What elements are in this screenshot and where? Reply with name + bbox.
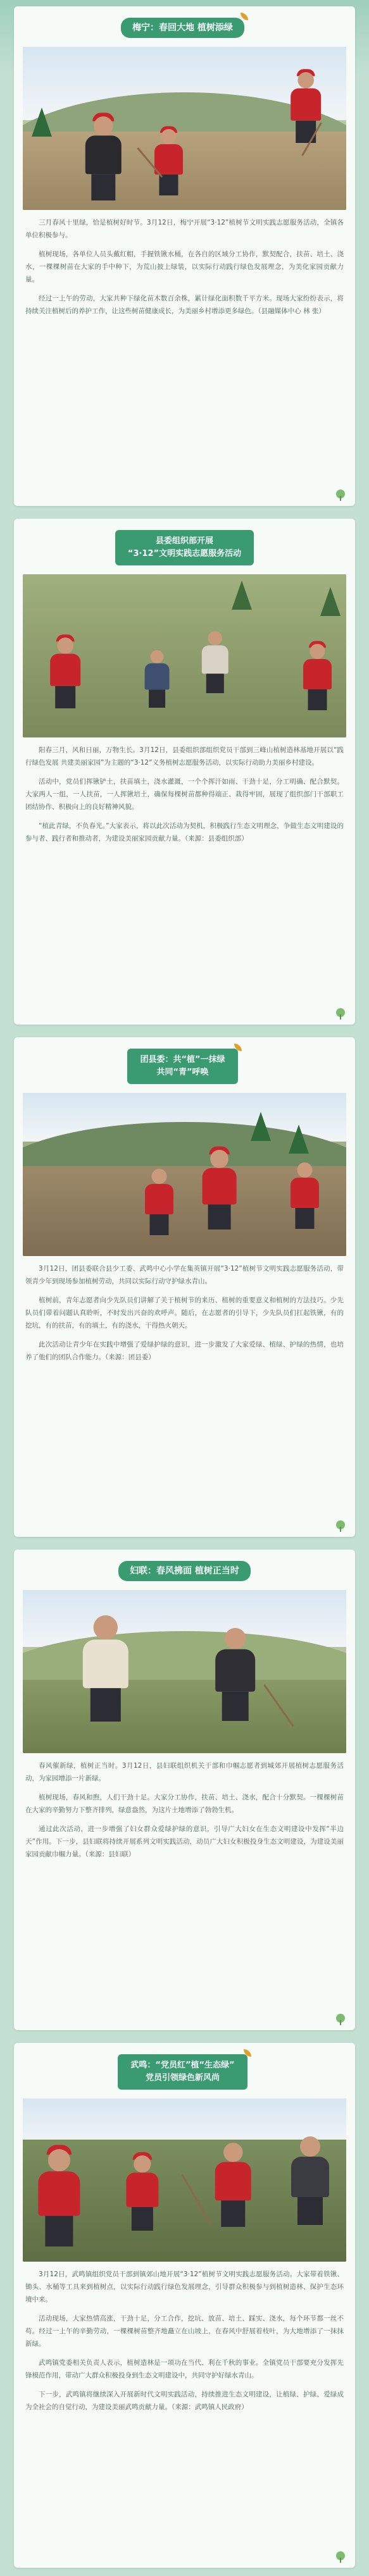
photo-volunteers-planting	[23, 574, 346, 737]
sprout-icon	[336, 2014, 345, 2023]
sprout-icon	[336, 1520, 345, 1529]
section-title	[115, 530, 254, 565]
paragraph: 活动现场，大家热情高涨，干劲十足，分工合作，挖坑、放苗、培土、踩实、浇水，每个环节都一丝不苟。经过一上午的辛勤劳动，一棵棵树苗整齐地矗立在山坡上，在春风中舒展着枝叶，为大地增添了一抹抹新绿。	[25, 2315, 344, 2348]
sprout-icon	[336, 490, 345, 498]
section-title: 妇联：春风拂面 植树正当时	[118, 1561, 251, 1581]
paragraph: 三月春风十里绿，恰是植树好时节。3月12日，梅宁开展“3·12”植树节文明实践志愿服务活动，全镇各单位积极参与。	[25, 219, 344, 239]
paragraph: 植树现场，各单位人员头戴红帽，手握铁锹水桶，在各自的区域分工协作，默契配合，扶苗、培土、浇水，一棵棵树苗在大家的手中种下，为荒山披上绿装，以实际行动践行绿色发展理念，为美化家园贡献力量。	[25, 250, 344, 283]
section-title-line: 团县委：共“植”一抹绿	[140, 1055, 225, 1064]
section-title	[118, 2054, 247, 2090]
paragraph: 下一步，武鸣镇将继续深入开展新时代文明实践活动，持续推进生态文明建设，让植绿、护绿、爱绿成为全社会的自觉行动，为建设美丽武鸣贡献力量。（来源：武鸣镇人民政府）	[25, 2391, 344, 2411]
section-title: 梅宁：春回大地 植树添绿	[121, 18, 244, 38]
paragraph: 阳春三月，风和日丽，万物生长。3月12日，县委组织部组织党员干部到三峰山植树造林基地开展以“践行绿色发展 共建美丽家园”为主题的“3·12”义务植树志愿服务活动，以实际行动助力美丽乡村建设。	[25, 746, 344, 767]
paragraph: 活动中，党员们挥锹铲土，扶苗填土，浇水灌溉，一个个挥汗如雨、干劲十足，分工明确、配合默契。大家两人一组，一人扶苗，一人挥锹培土，确保每棵树苗都种得端正、栽得牢固，展现了组织部门干部职工团结协作、积极向上的良好精神风貌。	[25, 778, 344, 811]
paragraph: 经过一上午的劳动，大家共种下绿化苗木数百余株，累计绿化面积数千平方米。现场大家纷纷表示，将持续关注植树后的养护工作，让这些树苗健康成长，为美丽乡村增添更多绿色。（县融媒体中心 林 张）	[25, 295, 344, 315]
section-card-2	[14, 519, 355, 1025]
sprout-icon	[336, 1008, 345, 1017]
section-title-line: 共同“青”呼唤	[156, 1068, 209, 1077]
sprout-icon	[336, 2551, 345, 2560]
paragraph: 春风催新绿，植树正当时。3月12日，县妇联组织机关干部和巾帼志愿者到城郊开展植树志愿服务活动，为家园增添一片新绿。	[25, 1762, 344, 1782]
section-card-5	[14, 2043, 355, 2568]
photo-women-volunteers	[23, 1590, 346, 1753]
section-title-line: 武鸣：“党员红”植“生态绿”	[130, 2061, 235, 2070]
section-card-4	[14, 1550, 355, 2030]
photo-tree-planting-hill	[23, 47, 346, 210]
section-title-line: 县委组织部开展	[155, 536, 213, 546]
paragraph: “植此青绿，不负春光。”大家表示，将以此次活动为契机，积极践行生态文明理念，争做生态文明建设的参与者、践行者和推动者，为建设美丽家园贡献力量。（来源：县委组织部）	[25, 822, 344, 842]
section-title	[127, 1049, 237, 1084]
photo-students-planting	[23, 1093, 346, 1256]
paragraph: 植树前，青年志愿者向少先队员们讲解了关于植树节的来历、植树的重要意义和植树的方法技巧。少先队员们带着问题认真聆听，不时发出兴奋的欢呼声。随后，在志愿者的引导下，少先队员们扛起铁锹，有的挖坑，有的扶苗，有的填土，有的浇水，干得热火朝天。	[25, 1297, 344, 1329]
section-card-3	[14, 1037, 355, 1537]
section-title-line: “3·12”文明实践志愿服务活动	[127, 549, 242, 558]
photo-party-members-planting	[23, 2098, 346, 2262]
section-title-line: 党员引领绿色新风尚	[145, 2073, 220, 2083]
paragraph: 武鸣镇党委相关负责人表示，植树造林是一项功在当代、利在千秋的事业。全镇党员干部要充分发挥先锋模范作用，带动广大群众积极投身到生态文明建设中，共同守护好绿水青山。	[25, 2359, 344, 2379]
leaf-icon	[241, 13, 248, 20]
paragraph: 植树现场，春风和煦，人们干劲十足。大家分工协作，扶苗、培土、浇水，配合十分默契。一棵棵树苗在大家的辛勤努力下整齐排列，绿意盎然，为这片土地增添了勃勃生机。	[25, 1794, 344, 1814]
paragraph: 3月12日，武鸣镇组织党员干部到镇郊山地开展“3·12”植树节文明实践志愿服务活动。大家带着铁锹、锄头、水桶等工具来到植树点，以实际行动践行绿色发展理念，引导群众积极参与到植树造林、保护生态环境中来。	[25, 2271, 344, 2303]
paragraph: 此次活动让青少年在实践中增强了爱绿护绿的意识，进一步激发了大家爱绿、植绿、护绿的热情，也培养了他们的团队合作能力。（来源：团县委）	[25, 1341, 344, 1361]
paragraph: 3月12日，团县委联合县少工委、武鸣中心小学在集英镇开展“3·12”植树节文明实践志愿服务活动，带领青少年到现场参加植树劳动，共同以实际行动守护绿水青山。	[25, 1265, 344, 1285]
paragraph: 通过此次活动，进一步增强了妇女群众爱绿护绿的意识，引导广大妇女在生态文明建设中发挥“半边天”作用。下一步，县妇联将持续开展系列文明实践活动，动员广大妇女积极投身生态文明建设，为建设美丽家园贡献巾帼力量。（来源：县妇联）	[25, 1825, 344, 1858]
section-card-1	[14, 6, 355, 506]
